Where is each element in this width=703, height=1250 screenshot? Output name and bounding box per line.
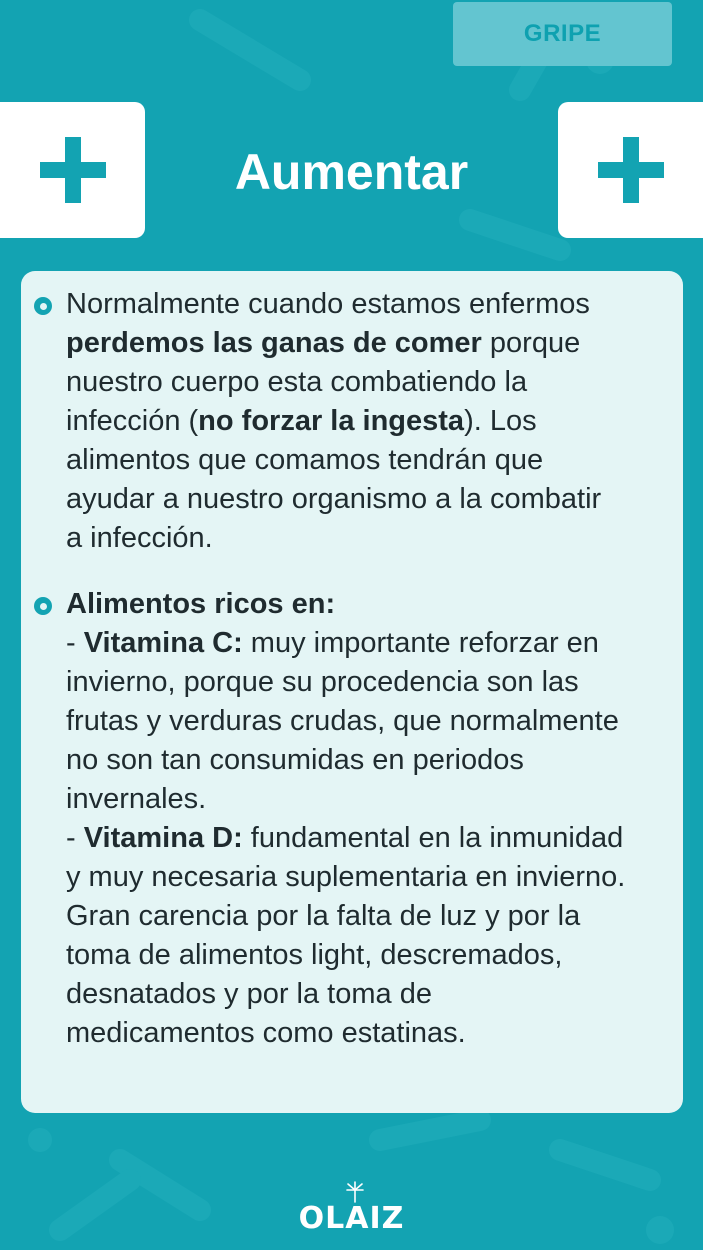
text-line [66, 897, 682, 936]
text-span: toma de alimentos light, descremados, [66, 939, 563, 971]
text-span: a infección. [66, 522, 213, 554]
text-span: frutas y verduras crudas, que normalmente [66, 705, 619, 737]
text-span: nuestro cuerpo esta combatiendo la [66, 366, 528, 398]
text-span: porque [481, 327, 581, 359]
text-line [66, 624, 682, 663]
text-span: muy importante reforzar en [242, 627, 599, 659]
right-plus-box [558, 102, 703, 238]
text-line [66, 936, 682, 975]
text-span: desnatados y por la toma de [66, 978, 432, 1010]
text-span: Gran carencia por la falta de luz y por la [66, 900, 581, 932]
text-span: - [66, 822, 84, 854]
circle-bullet-icon [34, 597, 52, 615]
bold-text: Vitamina C: [83, 627, 243, 659]
circle-bullet-icon [34, 297, 52, 315]
text-line [66, 585, 682, 624]
dandelion-icon [344, 1180, 366, 1204]
text-span: ayudar a nuestro organismo a la combatir [66, 483, 602, 515]
text-span: invierno, porque su procedencia son las [66, 666, 579, 698]
text-line [66, 819, 682, 858]
text-line [66, 702, 682, 741]
text-line [66, 363, 682, 402]
bold-text: Vitamina D: [83, 822, 243, 854]
text-line [66, 1014, 682, 1053]
text-span: medicamentos como estatinas. [66, 1017, 466, 1049]
text-span: - [66, 627, 84, 659]
text-line [66, 324, 682, 363]
bullet-text [66, 585, 682, 1053]
text-line [66, 402, 682, 441]
category-tag-label: GRIPE [523, 20, 602, 47]
text-line [66, 975, 682, 1014]
text-line [66, 663, 682, 702]
plus-icon [40, 137, 106, 203]
left-plus-box [0, 102, 145, 238]
text-line [66, 480, 682, 519]
text-line [66, 285, 682, 324]
text-span: y muy necesaria suplementaria en invierno. [66, 861, 626, 893]
brand-logo [300, 1180, 403, 1236]
text-span: Normalmente cuando estamos enfermos [66, 288, 590, 320]
logo-text: OLAIZ [298, 1201, 405, 1236]
text-span: ). Los [464, 405, 537, 437]
text-span: infección ( [66, 405, 199, 437]
text-line [66, 780, 682, 819]
category-tag [453, 2, 672, 66]
bullet-text [66, 285, 682, 558]
page-title: Aumentar [234, 144, 469, 200]
text-span: alimentos que comamos tendrán que [66, 444, 544, 476]
text-span: fundamental en la inmunidad [242, 822, 624, 854]
bold-text: perdemos las ganas de comer [66, 327, 482, 359]
plus-icon [598, 137, 664, 203]
text-line [66, 741, 682, 780]
text-span: no son tan consumidas en periodos [66, 744, 524, 776]
text-span: invernales. [66, 783, 207, 815]
text-line [66, 858, 682, 897]
text-line [66, 441, 682, 480]
bold-text: no forzar la ingesta [198, 405, 465, 437]
bold-text: Alimentos ricos en: [66, 588, 336, 620]
text-line [66, 519, 682, 558]
